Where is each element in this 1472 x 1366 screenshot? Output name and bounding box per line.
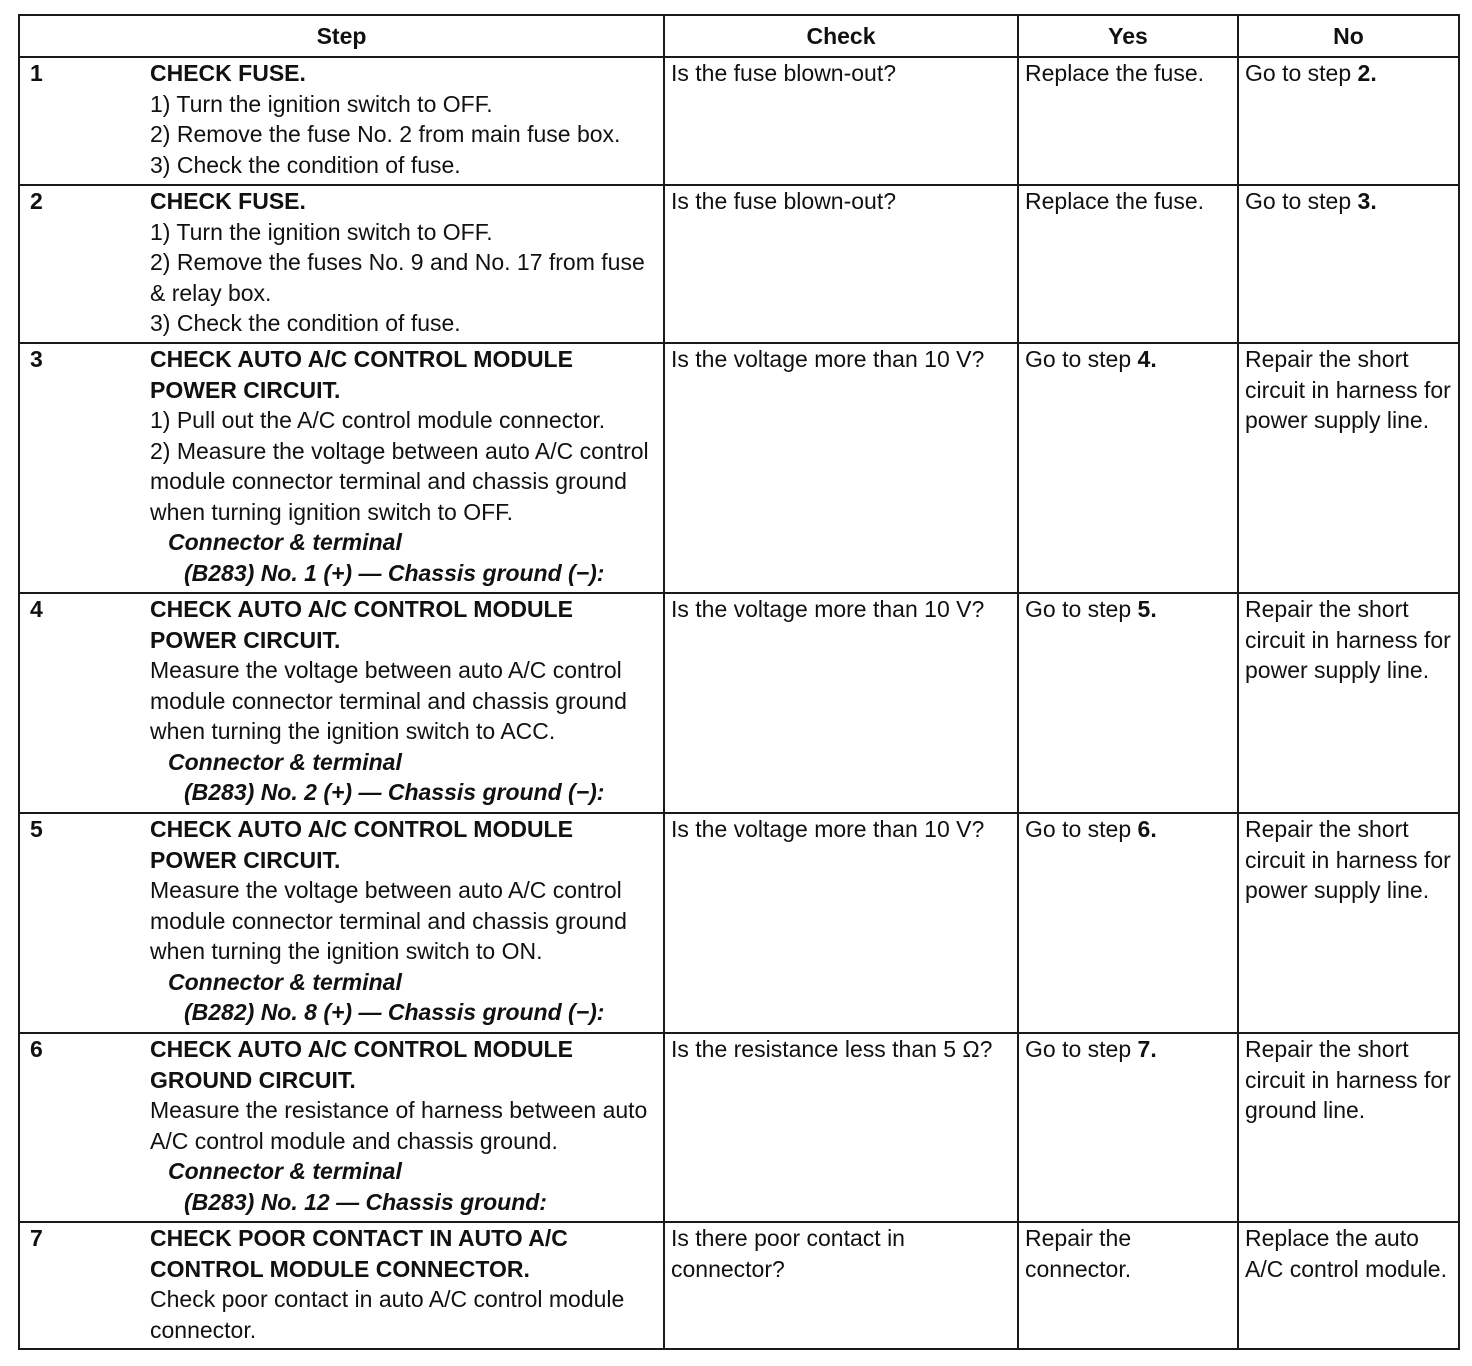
check-cell: Is the fuse blown-out?: [664, 185, 1018, 343]
yes-step-ref: 4: [1137, 346, 1151, 372]
no-action: Repair the short circuit in harness for power supply line.: [1245, 596, 1451, 683]
yes-cell: Go to step 6.: [1018, 813, 1238, 1033]
no-step-ref: 3: [1357, 188, 1371, 214]
step-title: CHECK POOR CONTACT IN AUTO A/C CONTROL MODULE CONNECTOR.: [150, 1225, 568, 1282]
step-instruction: 1) Turn the ignition switch to OFF.: [150, 218, 493, 245]
header-no: No: [1238, 15, 1459, 57]
connector-terminal: (B283) No. 12 — Chassis ground:: [184, 1188, 547, 1215]
connector-terminal: (B282) No. 8 (+) — Chassis ground (−):: [184, 999, 605, 1025]
connector-label: Connector & terminal: [168, 968, 402, 995]
connector-label: Connector & terminal: [168, 529, 402, 555]
step-cell: [19, 57, 664, 185]
no-cell: Go to step 3.: [1238, 185, 1459, 343]
table-row: [19, 343, 1459, 593]
table-row: [19, 1033, 1459, 1222]
step-instruction: Measure the resistance of harness between auto A/C control module and chassis ground.: [150, 1097, 648, 1154]
header-step: Step: [19, 15, 664, 57]
check-cell: Is the voltage more than 10 V?: [664, 593, 1018, 813]
step-instruction: 3) Check the condition of fuse.: [150, 310, 461, 336]
no-action: Repair the short circuit in harness for power supply line.: [1245, 346, 1451, 433]
no-cell: [1238, 1222, 1459, 1349]
step-number: 7: [30, 1225, 43, 1251]
yes-action: Go to step: [1025, 816, 1132, 842]
no-action: Repair the short circuit in harness for ground line.: [1245, 1036, 1451, 1123]
step-cell: [19, 343, 664, 593]
yes-step-ref: 5: [1137, 596, 1151, 622]
step-cell: [19, 1033, 664, 1222]
check-cell: Is the voltage more than 10 V?: [664, 813, 1018, 1033]
step-title: CHECK AUTO A/C CONTROL MODULE POWER CIRCUIT.: [150, 816, 573, 873]
connector-label: Connector & terminal: [168, 748, 402, 775]
yes-cell: [1018, 57, 1238, 185]
header-row: [19, 15, 1459, 57]
table-row: [19, 813, 1459, 1033]
yes-action: Replace the fuse.: [1025, 188, 1205, 214]
check-cell: Is the voltage more than 10 V?: [664, 343, 1018, 593]
step-number: 5: [30, 816, 43, 842]
step-instruction: 2) Remove the fuses No. 9 and No. 17 from fuse & relay box.: [150, 249, 645, 306]
step-number: 2: [30, 188, 43, 214]
step-title: CHECK AUTO A/C CONTROL MODULE POWER CIRCUIT.: [150, 346, 573, 403]
yes-action: Go to step: [1025, 1036, 1132, 1062]
header-check: Check: [664, 15, 1018, 57]
step-cell: [19, 185, 664, 343]
yes-cell: Go to step 7.: [1018, 1033, 1238, 1222]
no-action: Repair the short circuit in harness for power supply line.: [1245, 816, 1451, 903]
yes-step-ref: 7: [1137, 1036, 1151, 1062]
no-action: Replace the auto A/C control module.: [1245, 1225, 1447, 1282]
check-cell: Is the fuse blown-out?: [664, 57, 1018, 185]
yes-action: Go to step: [1025, 346, 1132, 372]
step-number: 4: [30, 596, 43, 622]
no-cell: Go to step 2.: [1238, 57, 1459, 185]
no-cell: [1238, 343, 1459, 593]
yes-step-ref: 6: [1137, 816, 1151, 842]
table-row: [19, 57, 1459, 185]
step-instruction: 2) Measure the voltage between auto A/C control module connector terminal and chassis ground when turning ignition switch to OFF.: [150, 437, 649, 525]
table-row: [19, 1222, 1459, 1349]
no-cell: [1238, 1033, 1459, 1222]
step-title: CHECK AUTO A/C CONTROL MODULE GROUND CIRCUIT.: [150, 1036, 573, 1093]
step-instruction: Check poor contact in auto A/C control module connector.: [150, 1286, 625, 1343]
step-title: CHECK FUSE.: [150, 60, 306, 86]
check-cell: Is the resistance less than 5 Ω?: [664, 1033, 1018, 1222]
yes-action: Repair the connector.: [1025, 1225, 1132, 1282]
no-action: Go to step: [1245, 188, 1352, 214]
diagnosis-table: [18, 14, 1460, 1350]
step-number: 1: [30, 60, 43, 86]
step-title: CHECK AUTO A/C CONTROL MODULE POWER CIRCUIT.: [150, 596, 573, 653]
step-cell: [19, 813, 664, 1033]
step-instruction: 1) Pull out the A/C control module connector.: [150, 407, 606, 433]
connector-terminal: (B283) No. 1 (+) — Chassis ground (−):: [184, 559, 605, 586]
step-title: CHECK FUSE.: [150, 188, 306, 214]
step-number: 6: [30, 1036, 43, 1062]
no-cell: [1238, 813, 1459, 1033]
no-cell: [1238, 593, 1459, 813]
step-instruction: 2) Remove the fuse No. 2 from main fuse box.: [150, 121, 621, 147]
yes-cell: [1018, 185, 1238, 343]
step-instruction: 3) Check the condition of fuse.: [150, 151, 461, 178]
step-instruction: Measure the voltage between auto A/C control module connector terminal and chassis ground when turning the ignition switch to ON.: [150, 877, 627, 964]
yes-cell: Go to step 5.: [1018, 593, 1238, 813]
step-instruction: 1) Turn the ignition switch to OFF.: [150, 90, 493, 117]
no-action: Go to step: [1245, 60, 1352, 86]
check-cell: Is there poor contact in connector?: [664, 1222, 1018, 1349]
header-yes: Yes: [1018, 15, 1238, 57]
yes-action: Replace the fuse.: [1025, 60, 1205, 86]
connector-label: Connector & terminal: [168, 1158, 402, 1184]
step-number: 3: [30, 346, 43, 372]
table-row: [19, 185, 1459, 343]
step-cell: [19, 1222, 664, 1349]
no-step-ref: 2: [1357, 60, 1371, 86]
yes-action: Go to step: [1025, 596, 1132, 622]
yes-cell: [1018, 1222, 1238, 1349]
yes-cell: Go to step 4.: [1018, 343, 1238, 593]
table-row: [19, 593, 1459, 813]
connector-terminal: (B283) No. 2 (+) — Chassis ground (−):: [184, 779, 605, 805]
step-cell: [19, 593, 664, 813]
step-instruction: Measure the voltage between auto A/C control module connector terminal and chassis ground when turning the ignition switch to ACC.: [150, 657, 627, 744]
